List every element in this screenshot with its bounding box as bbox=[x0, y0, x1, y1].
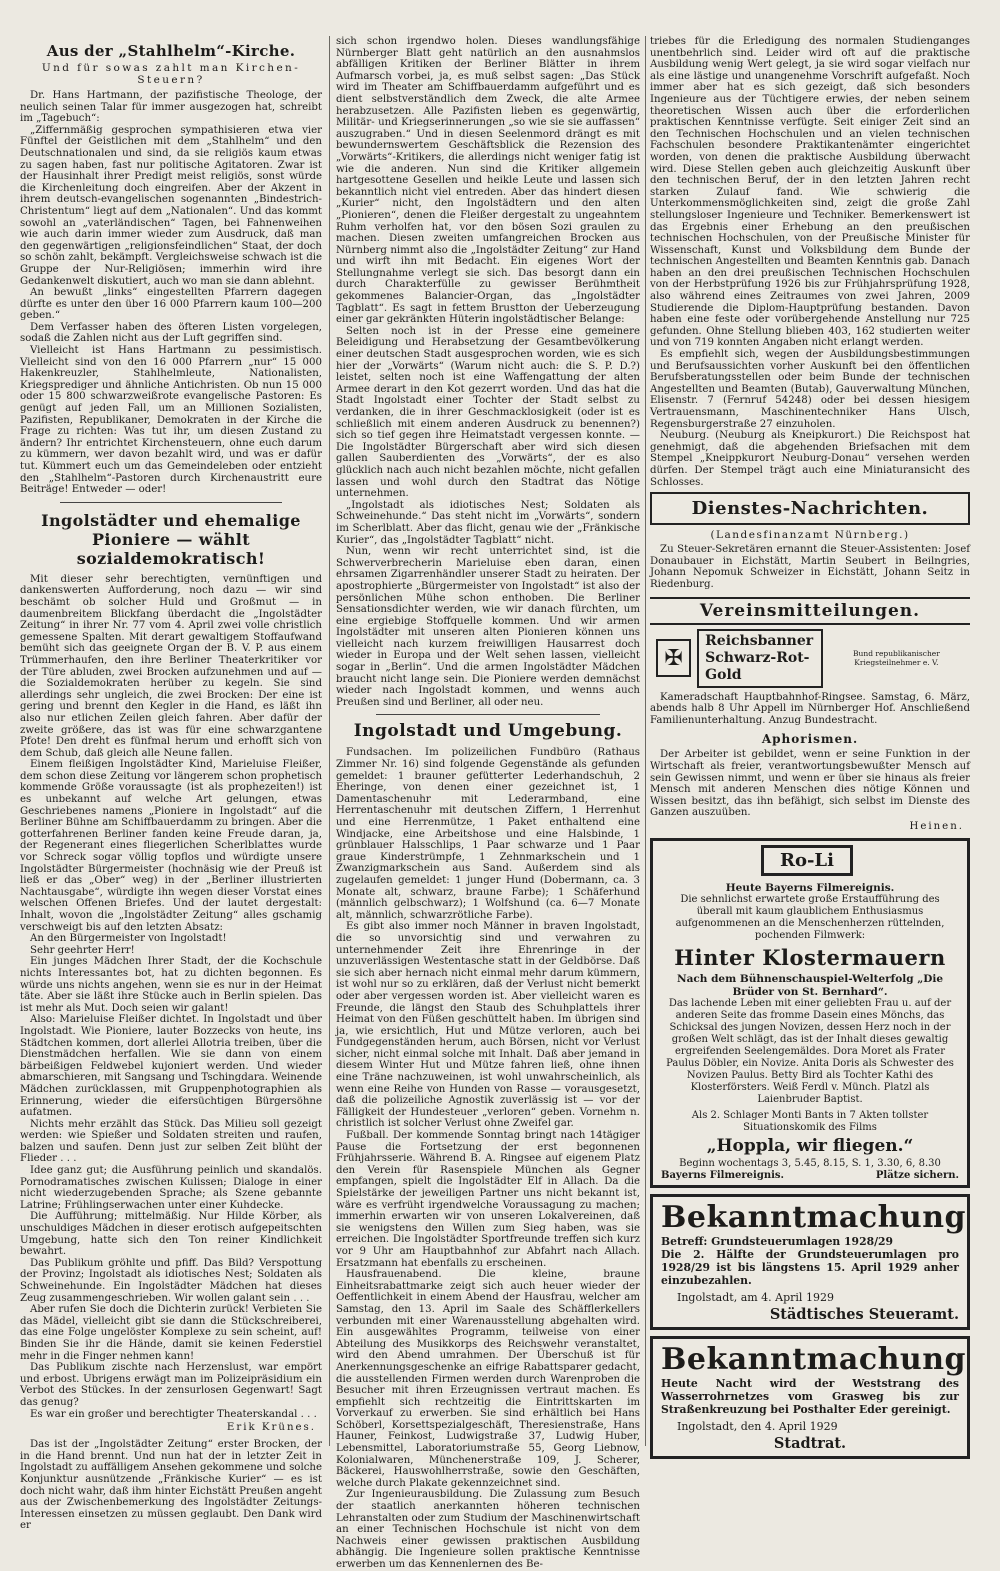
column-rule bbox=[645, 36, 646, 1446]
announcement-signature: Städtisches Steueramt. bbox=[769, 1306, 959, 1324]
banner-line: Schwarz-Rot-Gold bbox=[705, 649, 810, 683]
paragraph: Mit dieser sehr berechtigten, vernünftigen und dankenswerten Aufforderung, noch dazu — wir sind beschämt ob solcher Huld und Großmut — in daumenbreitem Blickfang überdacht die „Ingolstädter Zeitung“ in ihrer Nr. 77 vom 4. April zwei volle christlich gemessene Spalten. Mit derart gewaltigem Stoffaufwand bemüht sich das geeignete Organ der B. V. P. aus einem Trümmerhaufen, den ihre Berliner Theaterkritiker vor der Türe abluden, zwei Brocken aufzunehmen und auf — die Sozialdemokraten herüber zu kegeln. Sie sind allerdings sehr ungleich, die zwei Brocken: Der eine ist gering und brennt den Kegler in die Hand, es läßt ihn also nur etlichen Zeilen gleich fahren. Aber dafür der zweite größere, das ist was für eine schwarzgantene Pfote! Den dreht es fünfmal herum und erhofft sich von dem Schub, daß gleich alle Neune fallen. bbox=[20, 573, 322, 759]
paragraph: Einem fleißigen Ingolstädter Kind, Marieluise Fleißer, dem schon diese Zeitung vor längerem schon prophetisch kommende Größe voraussagte (ist als prophezeiten!) ist es unbekannt auf welche Art gelungen, etwas Geschriebenes namens „Pioniere in Ingolstadt“ auf die Berliner Bühne am Schiffbauerdamm zu bringen. Aber die gotterfahrenen Berliner fanden keine Freude daran, ja, der Regenerant eines fliegerlichen Scherlblattes wurde vor Schreck sogar völlig topflos und würdigte unsere Ingolstädter Bürgermeister (hochnäsig wie der Preuß ist ließ er das „Ober“ weg) in der „Berliner illustrierten Nachtausgabe“, würdigte ihn wegen dieser Vorstat eines welschen Offenen Briefes. Und der lautet dergestalt: Inhalt, wovon die „Ingolstädter Zeitung“ alles gschamig verschweigt bis auf den letzten Absatz: bbox=[20, 759, 322, 933]
banner-line: Reichsbanner bbox=[705, 632, 814, 649]
paragraph: Fußball. Der kommende Sonntag bringt nach 14tägiger Pause die Fortsetzung der erst begonnenen Frühjahrsserie. Während B. A. Ringsee auf eigenem Platz den Verein für Rasenspiele München als Gegner empfangen, spielt die Ingolstädter Elf in Allach. Da die Spielstärke der jeweiligen Partner uns nicht bekannt ist, wäre es verfrüht irgendwelche Voraussagung zu machen; immerhin erwarten wir von unseren Lokalvereinen, daß sie wenigstens den Willen zum Sieg haben, was sie erreichen. Die Ingolstädter Sportfreunde treffen sich kurz vor 9 Uhr am Hauptbahnhof zur Abfahrt nach Allach. Ersatzmann hat ebenfalls zu erscheinen. bbox=[336, 1130, 640, 1269]
announcement-1 bbox=[650, 1194, 970, 1330]
paragraph: Die Aufführung; mittelmäßig. Nur Hilde Körber, als unschuldiges Mädchen in dieser erotisch aufgepeitschten Umgebung, hatte sich den Ton reiner Kindlichkeit bewahrt. bbox=[20, 1211, 322, 1258]
paragraph: Vielleicht ist Hans Hartmann zu pessimistisch. Vielleicht sind von den 16 000 Pfarrern „nur“ 15 000 Hakenkreuzler, Stahlhelmleute, Nationalisten, Kriegsprediger und ähnliche Antichristen. Ob nun 15 000 oder 15 800 schwarzweißrote evangelische Pastoren: Es genügt auf jeden Fall, um an Millionen Sozialisten, Pazifisten, Republikaner, Demokraten in der Kirche die Frage zu richten: Was tut ihr, um diesen Zustand zu ändern? Ihr entrichtet Kirchensteuern, ohne euch darum zu kümmern, wer davon bezahlt wird, und was er dafür tut. Kümmert euch um das Gemeindeleben oder entzieht den „Stahlhelm“-Pastoren durch Kirchenaustritt eure Beiträge! Entweder — oder! bbox=[20, 345, 322, 496]
announcement-body: Heute Nacht wird der Weststrang des Wasserrohrnetzes vom Grasweg bis zur Straßenkreuzung bei Posthalter Eder gereinigt. bbox=[661, 1377, 959, 1417]
paragraph: Zu Steuer-Sekretären ernannt die Steuer-Assistenten: Josef Donaubauer in Eichstätt, Martin Seubert in Beilngries, Johann Nepomuk Schweizer in Eichstätt, Johann Seitz in Riedenburg. bbox=[650, 544, 970, 590]
paragraph: Ein junges Mädchen Ihrer Stadt, der die Kochschule nichts Interessantes bot, hat zu dichten begonnen. Es würde uns nichts angehen, wenn sie es nur in der Heimat täte. Aber sie läßt ihre Stücke auch in Berlin spielen. Das ist mehr als Mut. Doch seien wir galant! bbox=[20, 956, 322, 1014]
column-1 bbox=[20, 36, 322, 1532]
paragraph: Kameradschaft Hauptbahnhof-Ringsee. Samstag, 6. März, abends halb 8 Uhr Appell im Nürnberger Hof. Anschließend Familienunterhaltung. Anzug Bundestracht. bbox=[650, 691, 970, 726]
dienst-subtitle: (Landesfinanzamt Nürnberg.) bbox=[710, 529, 910, 542]
paragraph: Es war ein großer und berechtigter Theaterskandal . . . bbox=[30, 1408, 317, 1420]
announcement-body: Die 2. Hälfte der Grundsteuerumlagen pro 1928/29 ist bis längstens 15. April 1929 anher einzubezahlen. bbox=[661, 1248, 959, 1288]
paragraph: Dem Verfasser haben des öfteren Listen vorgelegen, sodaß die Zahlen nicht aus der Luft gegriffen sind. bbox=[20, 321, 322, 345]
paragraph: Aber rufen Sie doch die Dichterin zurück! Verbieten Sie das Mädel, vielleicht gibt sie dann die Stückschreiberei, das eine Folge ungelöster Komplexe zu sein scheint, auf! Binden Sie ihr die Hände, damit sie keinen Federstiel mehr in die Finger nehmen kann! bbox=[20, 1304, 322, 1362]
paragraph: Zur Ingenieurausbildung. Die Zulassung zum Besuch der staatlich anerkannten höheren technischen Lehranstalten oder zum Studium der Maschinenwirtschaft an einer Technischen Hochschule ist nicht von dem Nachweis einer gewissen praktischen Ausbildung abhängig. Die Ingenieure sollen praktische Kenntnisse erwerben um das Kennenlernen des Be- bbox=[336, 1489, 640, 1570]
announcement-title: Bekanntmachung bbox=[661, 1342, 967, 1378]
verein-title: Vereinsmitteilungen. bbox=[650, 597, 970, 625]
paragraph: Das Publikum gröhlte und pfiff. Das Bild? Verspottung der Provinz; Ingolstadt als idiotisches Nest; Soldaten als Schweinehunde. Ein Ingolstädter Mädchen hat dieses Zeug zusammengeschrieben. Wir wollen galant sein . . . bbox=[20, 1257, 322, 1304]
paragraph: triebes für die Erledigung des normalen Studienganges unentbehrlich sind. Leider wird oft auf die praktische Ausbildung wenig Wert gelegt, ja sie wird sogar vielfach nur als eine lästige und unangenehme Vorschrift aufgefaßt. Noch immer aber hat es sich gezeigt, daß sich besonders Ingenieure aus der Tüchtigere erwies, der neben seinem theoretischen Wissen auch über die erforderlichen praktischen Kenntnisse verfügte. Seit einiger Zeit sind an den Technischen Hochschulen und an vielen technischen Fachschulen besondere Praktikantenämter eingerichtet worden, von denen die praktische Ausbildung überwacht wird. Diese Stellen geben auch gleichzeitig Auskunft über den technischen Beruf, der in den letzten Jahren recht starken Zulauf fand. Wie schwierig die Unterkommensmöglichkeiten sind, zeigt die große Zahl stellungsloser Ingenieure und Techniker. Bemerkenswert ist das Ergebnis einer Erhebung an den preußischen technischen Hochschulen, von der Preußische Minister für Wissenschaft, Kunst und Volksbildung dem Bunde der technischen Angestellten und Beamten Kenntnis gab. Danach haben an den drei preußischen Technischen Hochschulen von der Herbstprüfung 1926 bis zur Frühjahrsprüfung 1928, also während eines Zeitraumes von zwei Jahren, 2009 Studierende die Diplom-Hauptprüfung bestanden. Davon haben eine feste oder vorübergehende Anstellung nur 725 gefunden. Ohne Stellung blieben 403, 162 studierten weiter und von 719 konnten Angaben nicht erlangt werden. bbox=[650, 36, 970, 349]
paragraph: Das Publikum zischte nach Herzenslust, war empört und erbost. Ubrigens erwägt man im Polizeipräsidium ein Verbot des Stückes. In der zensurlosen Gegenwart! Sagt das genug? bbox=[20, 1362, 322, 1408]
ad-line: Als 2. Schlager Monti Bants in 7 Akten tollster Situationskomik des Films bbox=[691, 1110, 929, 1134]
announcement-date: Ingolstadt, am 4. April 1929 bbox=[677, 1291, 834, 1305]
ad-line: Nach dem Bühnenschauspiel-Welterfolg „Die Brüder von St. Bernhard“. bbox=[676, 973, 944, 998]
dienst-title: Dienstes-Nachrichten. bbox=[691, 498, 929, 520]
aphorism-signature: Heinen. bbox=[909, 820, 964, 832]
paragraph: Neuburg. (Neuburg als Kneipkurort.) Die Reichspost hat genehmigt, daß die abgehenden Briefsachen mit dem Stempel „Kneippkurort Neuburg-Donau“ versehen werden dürfen. Der Stempel trägt auch eine Miniaturansicht des Schlosses. bbox=[650, 430, 970, 488]
paragraph: Idee ganz gut; die Ausführung peinlich und skandalös. Pornodramatisches zwischen Kulissen; Dialoge in einer nicht wiederzugebenden Sprache; als Szene gebannte Latrine; Frühlingserwachen unter einer Kuhdecke. bbox=[20, 1165, 322, 1211]
separator bbox=[376, 714, 600, 715]
column-2 bbox=[336, 36, 640, 1570]
paragraph: An bewußt „links“ eingestellten Pfarrern dagegen dürfte es unter den über 16 000 Pfarrern kaum 100—200 geben.“ bbox=[20, 287, 322, 322]
article-title: Ingolstädter und ehemalige Pioniere — wählt sozialdemokratisch! bbox=[41, 510, 301, 568]
paragraph: An den Bürgermeister von Ingolstadt! bbox=[30, 933, 227, 945]
author-signature: Erik Krünes. bbox=[226, 1422, 316, 1434]
paragraph: Also: Marieluise Fleißer dichtet. In Ingolstadt und über Ingolstadt. Wie Pioniere, lauter Bozzecks von heute, ins Städtchen kommen, dort allerlei Allotria treiben, über die Dienstmädchen herfallen. Wie sie dann von einem bärbeißigen Feldwebel kujoniert werden. Und wieder abmarschieren, mit Sangsang und Tschingdara. Weinende Mädchen zurücklassen, mit Gruppenphotographien als Erinnerung, wieder die eifersüchtigen Bürgersöhne aufatmen. bbox=[20, 1014, 322, 1119]
paragraph: Es empfiehlt sich, wegen der Ausbildungsbestimmungen und Berufsaussichten vorher Auskunft bei den öffentlichen Berufsberatungsstellen oder beim Bunde der technischen Angestellten und Beamten (Butab), Gauverwaltung München, Elisenstr. 7 (Fernruf 54248) oder bei dessen hiesigem Vertrauensmann, Maschinentechniker Hans Ulsch, Regensburgerstraße 27 einzuholen. bbox=[650, 349, 970, 430]
paragraph: Der Arbeiter ist gebildet, wenn er seine Funktion in der Wirtschaft als freier, verantwortungsbewußter Mensch auf sein Gewissen nimmt, und wenn er über sie hinaus als freier Mensch mit anderen Menschen dies nötige Können und Wissen besitzt, das ihn befähigt, sich selbst im Dienste des Ganzen auszuüben. bbox=[650, 749, 970, 819]
ad-line: Die sehnlichst erwartete große Erstaufführung des überall mit kaum glaublichem Enthusiasmus aufgenommenen an die Menschenherzen rüttelnden, pochenden Filmwerk: bbox=[675, 894, 945, 942]
ad-line: Heute Bayerns Filmereignis. bbox=[725, 881, 895, 894]
paragraph: Nun, wenn wir recht unterrichtet sind, ist die Schwerverbrecherin Marieluise eben daran, einen ehrsamen Zigarrenhändler unserer Stadt zu heiraten. Der apostrophierte „Bürgermeister von Ingolstadt“ ist also der persönlichen Mühe schon enthoben. Die Berliner Sensationsdichter werden, wie wir danach fürchten, um eine ergiebige Stoffquelle kommen. Und wir armen Ingolstädter mit unseren alten Pionieren können uns vielleicht nach kurzem freiwilligen Hausarrest doch wieder in Europa und der Welt sehen lassen, vielleicht sogar in „Berlin“. Und die armen Ingolstädter Mädchen braucht nicht lange sein. Die Pioniere werden demnächst wieder nach Ingolstadt kommen, und wenns auch Preußen sind und Berliner, all oder neu. bbox=[336, 546, 640, 708]
ad-line: Das lachende Leben mit einer geliebten Frau u. auf der anderen Seite das fromme Dasein eines Mönchs, das Schicksal des jungen Novizen, dessen Herz noch in der großen Welt schlägt, das ist der Inhalt dieses gewaltig ergreifenden Seelengemäldes. Dora Moret als Frater Paulus Döbler, ein Novize. Anita Doris als Schwester des Novizen Paulus. Betty Bird als Tochter Kathi des Klosterförsters. Weiß Ferdl v. Münch. Platzl als Laienbruder Baptist. bbox=[666, 998, 954, 1106]
paragraph: Dr. Hans Hartmann, der pazifistische Theologe, der neulich seinen Talar für immer ausgezogen hat, schreibt im „Tagebuch“: bbox=[20, 90, 322, 125]
announcement-2 bbox=[650, 1336, 970, 1459]
announcement-date: Ingolstadt, den 4. April 1929 bbox=[677, 1420, 838, 1434]
cinema-brand: Ro-Li bbox=[761, 845, 853, 876]
announcement-subject: Betreff: Grundsteuerumlagen 1928/29 bbox=[661, 1235, 894, 1249]
ad-footer-right: Plätze sichern. bbox=[875, 1170, 959, 1182]
ad-footer-left: Bayerns Filmereignis. bbox=[661, 1170, 784, 1182]
paragraph: Fundsachen. Im polizeilichen Fundbüro (Rathaus Zimmer Nr. 16) sind folgende Gegenstände als gefunden gemeldet: 1 brauner gefütterter Lederhandschuh, 2 Eheringe, von denen einer gezeichnet ist, 1 Damentaschenuhr mit Lederarmband, eine Herrentaschenuhr mit deutschen Ziffern, 1 Herrenhut und eine Herrenmütze, 1 Paket enthaltend eine Windjacke, eine Arbeitshose und eine Halsbinde, 1 grünblauer Halsschlips, 1 Paar schwarze und 1 Paar graue Kinderstrümpfe, 1 Zehnmarkschein und 1 Zwanzigmarkschein aus Sand. Außerdem sind als zugelaufen gemeldet: 1 junger Hund (Dobermann, ca. 3 Monate alt, schwarz, braune Farbe); 1 Schäferhund (männlich gelbschwarz); 1 Wolfshund (ca. 6—7 Monate alt, männlich, schwarzrötliche Farbe). bbox=[336, 747, 640, 921]
announcement-signature: Stadtrat. bbox=[773, 1435, 847, 1453]
film-title-2: „Hoppla, wir fliegen.“ bbox=[706, 1136, 914, 1157]
paragraph: Das ist der „Ingolstädter Zeitung“ erster Brocken, der in die Hand brennt. Und nun hat der in letzter Zeit in Ingolstadt zu auffälligem Ansehen gekommene und solche Konjunktur ausnützende „Fränkische Kurier“ — es ist doch nicht wahr, daß ihm hinter Eichstätt Preußen angeht aus der Zwischenbemerkung des Ingolstädter Zeitungs-Interessen einsetzen zu müssen geglaubt. Den Dank wird er bbox=[20, 1439, 322, 1532]
article-title: Aus der „Stahlhelm“-Kirche. bbox=[46, 42, 296, 60]
aphorism-title: Aphorismen. bbox=[761, 732, 859, 747]
announcement-title: Bekanntmachung bbox=[661, 1200, 967, 1236]
paragraph: Sehr geehrter Herr! bbox=[30, 944, 135, 956]
banner-side-text: Bund republikanischer Kriegsteilnehmer e. V. bbox=[853, 649, 940, 668]
cinema-ad bbox=[650, 838, 970, 1189]
article-subtitle: Und für sowas zahlt man Kirchen-Steuern? bbox=[41, 62, 301, 86]
paragraph: Selten noch ist in der Presse eine gemeinere Beleidigung und Herabsetzung der Gesamtbevölkerung einer deutschen Stadt ausgesprochen worden, wie es sich hier der „Vorwärts“ (Warum nicht auch: die S. P. D.?) leistet, selten noch ist eine Waffengattung der alten Armee derart in den Kot gezerrt worden. Und das hat die Stadt Ingolstadt einer Tochter der Stadt selbst zu verdanken, die in ihrer Geschmacklosigkeit (oder ist es schließlich mit einem anderen Ausdruck zu benennen?) sich so tief gegen ihre Heimatstadt vergessen konnte. — Die Ingolstädter Bürgerschaft aber wird sich diesen gallen Sauberdienten des „Vorwärts“, der es also glücklich nach auch nicht bezahlen möchte, nicht gefallen lassen und wohl durch den Stadtrat das Nötige unternehmen. bbox=[336, 325, 640, 500]
ad-footer bbox=[661, 1170, 959, 1181]
column-3 bbox=[650, 36, 970, 1461]
column-rule bbox=[329, 36, 330, 1446]
paragraph: „Ziffernmäßig gesprochen sympathisieren etwa vier Fünftel der Geistlichen mit dem „Stahlhelm“ und den Deutschnationalen und sind, da sie religiös kaum etwas zu sagen haben, fast nur politische Agitatoren. Zwar ist der Hausinhalt ihrer Predigt meist religiös, sonst würde die Kirchenleitung doch eingreifen. Aber der Akzent in ihrem deutsch-evangelischen sogenannten „Bindestrich-Christentum“ liegt auf dem „Nationalen“. Und das kommt sowohl an „vaterländischen“ Tagen, bei Fahnenweihen wie auch darin immer wieder zum Ausdruck, daß man den gegenwärtigen „religionsfeindlichen“ Staat, der doch so schön zahlt, bekämpft. Vergleichsweise schwach ist die Gruppe der Nur-Religiösen; immerhin wird ihre Gedankenwelt diskutiert, auch wo man sie dann ablehnt. bbox=[20, 124, 322, 287]
paragraph: Nichts mehr erzählt das Stück. Das Milieu soll gezeigt werden: wie Spießer und Soldaten streiten und raufen, balzen und saufen. Denn just zur selben Zeit blüht der Flieder . . . bbox=[20, 1118, 322, 1165]
paragraph: „Ingolstadt als idiotisches Nest; Soldaten als Schweinehunde.“ Das steht nicht im „Vorwärts“, sondern im Scherlblatt. Aber das flicht, genau wie der „Fränkische Kurier“, das „Ingolstädter Tagblatt“ nicht. bbox=[336, 499, 640, 546]
paragraph: Hausfrauenabend. Die kleine, braune Einheitsrabattmarke zeigt sich auch heuer wieder der Oeffentlichkeit in einem Abend der Hausfrau, welcher am Samstag, den 13. April im Saale des Schäfflerkellers verbunden mit einer Warenausstellung abgehalten wird. Ein ausgewähltes Programm, teilweise von einer Abteilung des Musikkorps des Reichswehr veranstaltet, wird den Abend umrahmen. Der Überschuß ist für Anerkennungsgeschenke an eifrige Rabattsparer gedacht, die ausstellenden Firmen werden durch Warenproben die Besucher mit ihren Erzeugnissen vertraut machen. Es empfiehlt sich rechtzeitig die Eintrittskarten im Vorverkauf zu erwerben. Sie sind erhältlich bei Hans Schöberl, Korsettspezialgeschäft, Theresienstraße, Hans Hauner, Feinkost, Ludwigstraße 37, Ludwig Huber, Lebensmittel, Laboratoriumstraße 55, Georg Liebnow, Kolonialwaren, Münchenerstraße 109, J. Scherer, Bäckerei, Hauswohlherrstraße, sowie den Geschäften, welche durch Plakate gekennzeichnet sind. bbox=[336, 1269, 640, 1489]
banner-text bbox=[697, 629, 823, 688]
paragraph: sich schon irgendwo holen. Dieses wandlungsfähige Nürnberger Blatt geht natürlich an den ausnahmslos abfälligen Kritiken der Berliner Blätter in ihrem Aufmarsch vorbei, ja, es muß selbst sagen: „Das Stück wird im Theater am Schiffbauerdamm aufgeführt und es dient selbstverständlich dem Zweck, die alte Armee herabzusetzen. Alle Pazifisten lieben es gegenwärtig, Militär- und Kriegserinnerungen „so wie sie sie auffassen“ auszugraben.“ Und in diesen Seelenmord drängt es mit bewundernswertem Geschäftsblick die Rezension des „Vorwärts“-Kritikers, die allerdings nicht weniger fatig ist wie die anderen. Nun sind die Kritiker allgemein hartgesottene Gesellen und heikle Leute und lassen sich bekanntlich nicht viel entreden. Aber das hindert diesen „Kurier“ nicht, den Ingolstädtern und den alten „Pionieren“, denen die Fleißer dergestalt zu ungeahntem Ruhm verholfen hat, vor den bösen Sozi graulen zu machen. Diesen zweiten umfangreichen Brocken aus Nürnberg nimmt also die „Ingolstädter Zeitung“ zur Hand und wirft ihn mit Bedacht. Ein eigenes Wort der Stellungnahme verlegt sie sich. Das besorgt dann ein durch Charakterfülle zu gewisser Berühmtheit gekommenes Balancier-Organ, das „Ingolstädter Tagblatt“. Es sagt in fettem Brustton der Ueberzeugung einer gar gekränkten Hüterin ingolstädtischer Belange: bbox=[336, 36, 640, 326]
dienst-box bbox=[650, 492, 970, 525]
ad-times: Beginn wochentags 3, 5.45, 8.15, S. 1, 3.30, 6, 8.30 bbox=[679, 1158, 941, 1170]
paragraph: Es gibt also immer noch Männer in braven Ingolstadt, die so unvorsichtig sind und verwahren zu unternehmender Zeit ihre Ehrenringe in der unzuverlässigen Westentasche statt in der Geldbörse. Daß sie sich aber hernach nicht einmal mehr darum kümmern, ist wohl nur so zu erklären, daß der Verlust nicht bemerkt oder aber vergessen worden ist. Aber vielleicht waren es Freunde, die längst den Staub des Schuhplattels ihrer Heimat von den Füßen geschüttelt haben. Im übrigen sind ja, wie ersichtlich, Hut und Mütze verloren, auch bei Fundgegenständen herum, auch Börsen, nicht vor Verlust sicher, nicht einmal solche mit Inhalt. Daß aber jemand in diesem Winter Hut und Mütze fahren ließ, ohne ihnen eine Träne nachzuweinen, ist wohl unwahrscheinlich, als wenn eine Reihe von Hunden von Rasse — vorausgesetzt, daß die polizeiliche Agnostik zuverlässig ist — vor der Fälligkeit der Hundesteuer „verloren“ geben. Vornehm n. christlich ist solcher Verlust ohne Zweifel gar. bbox=[336, 921, 640, 1130]
separator bbox=[60, 502, 282, 503]
reichsbanner-logo bbox=[656, 629, 964, 688]
film-title: Hinter Klostermauern bbox=[674, 945, 946, 971]
eagle-icon: ✠ bbox=[656, 639, 691, 677]
section-title: Ingolstadt und Umgebung. bbox=[353, 721, 623, 742]
